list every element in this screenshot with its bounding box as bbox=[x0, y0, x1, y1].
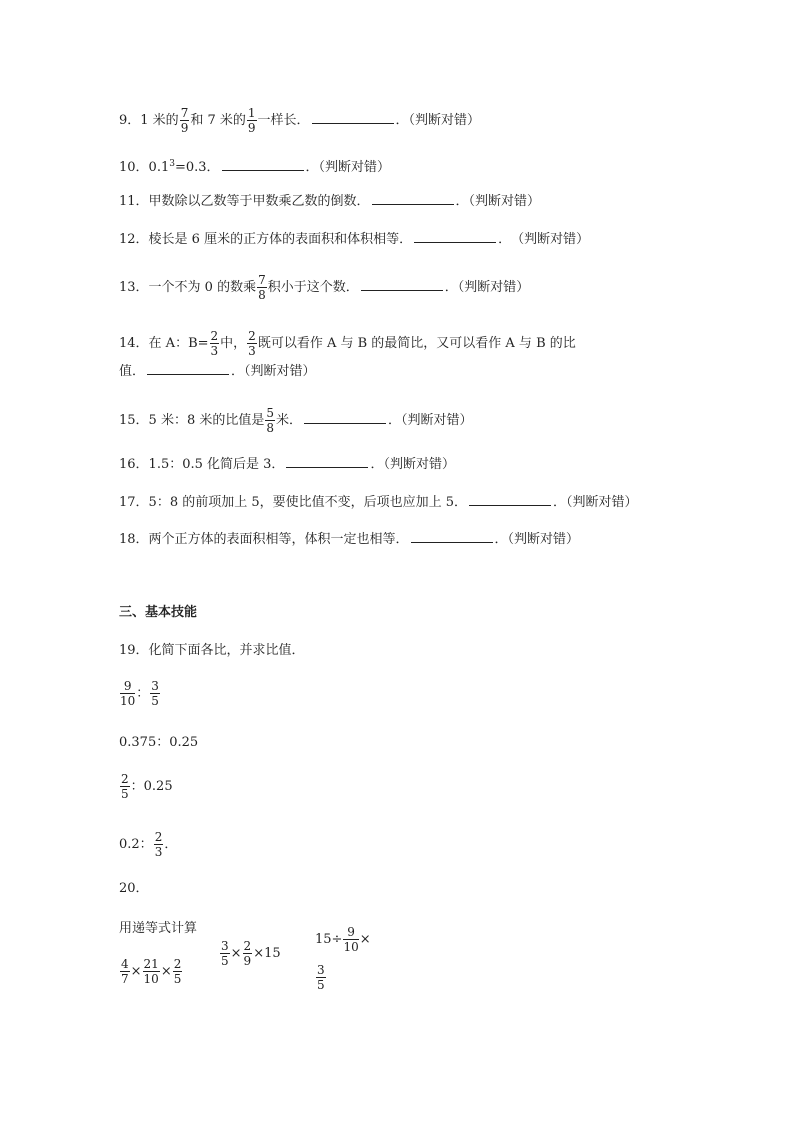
expression-2: $\frac{3}{5}$ × $\frac{2}{9}$ ×15 bbox=[221, 939, 281, 968]
fraction: $\frac{3}{5}$ bbox=[317, 963, 325, 992]
question-9: 9．1 米的 $\frac{7}{9}$ 和 7 米的 $\frac{1}{9}$ 一样长． ．（判断对错） bbox=[119, 106, 481, 135]
fraction: $\frac{5}{8}$ bbox=[266, 406, 274, 435]
fraction: $\frac{7}{8}$ bbox=[258, 273, 266, 302]
expression-3: 15÷ $\frac{9}{10}$ × bbox=[315, 925, 371, 954]
ratio-item-4: 0.2： $\frac{2}{3}$ ． bbox=[119, 830, 178, 859]
question-20-instruction: 用递等式计算 bbox=[119, 921, 198, 936]
fraction: $\frac{9}{10}$ bbox=[120, 679, 136, 708]
fraction: $\frac{21}{10}$ bbox=[143, 957, 159, 986]
fraction: $\frac{7}{9}$ bbox=[180, 106, 189, 135]
fraction: $\frac{9}{10}$ bbox=[343, 925, 359, 954]
fraction: $\frac{3}{5}$ bbox=[221, 939, 229, 968]
question-20-number: 20． bbox=[119, 881, 149, 896]
fraction: $\frac{2}{5}$ bbox=[173, 957, 182, 986]
question-13: 13．一个不为 0 的数乘 $\frac{7}{8}$ 积小于这个数． ．（判断对错） bbox=[119, 273, 530, 302]
ratio-item-1: $\frac{9}{10}$ ： $\frac{3}{5}$ bbox=[120, 679, 159, 708]
expression-3-continued bbox=[315, 964, 327, 991]
question-18: 18．两个正方体的表面积相等，体积一定也相等． ．（判断对错） bbox=[119, 532, 580, 547]
question-15: 15．5 米：8 米的比值是 $\frac{5}{8}$ 米． ．（判断对错） bbox=[119, 406, 473, 435]
ratio-item-3: $\frac{2}{5}$ ：0.25 bbox=[121, 772, 173, 801]
question-10: 10．$0.1^3=0.3$． ．（判断对错） bbox=[119, 159, 391, 175]
expression-1: $\frac{4}{7}$ × $\frac{21}{10}$ × $\frac{2}{5}$ bbox=[121, 957, 182, 986]
fraction: $\frac{3}{5}$ bbox=[151, 679, 159, 708]
fraction: $\frac{1}{9}$ bbox=[247, 106, 256, 135]
answer-blank[interactable] bbox=[361, 278, 443, 291]
question-14-continued: 值． ．（判断对错） bbox=[119, 364, 316, 379]
fraction: $\frac{4}{7}$ bbox=[121, 957, 129, 986]
question-11: 11．甲数除以乙数等于甲数乘乙数的倒数． ．（判断对错） bbox=[119, 194, 541, 209]
section-heading: 三、基本技能 bbox=[119, 605, 198, 620]
answer-blank[interactable] bbox=[372, 192, 454, 205]
answer-blank[interactable] bbox=[414, 230, 496, 243]
fraction: $\frac{2}{3}$ bbox=[210, 329, 219, 358]
fraction: $\frac{2}{3}$ bbox=[248, 329, 256, 358]
question-19-stem: 19．化简下面各比，并求比值． bbox=[119, 643, 305, 658]
question-17: 17．5：8 的前项加上 5，要使比值不变，后项也应加上 5． ．（判断对错） bbox=[119, 495, 638, 510]
answer-blank[interactable] bbox=[469, 493, 551, 506]
question-12: 12．棱长是 6 厘米的正方体的表面积和体积相等． ． （判断对错） bbox=[119, 232, 590, 247]
answer-blank[interactable] bbox=[312, 111, 394, 124]
fraction: $\frac{2}{3}$ bbox=[154, 830, 163, 859]
fraction: $\frac{2}{9}$ bbox=[243, 939, 252, 968]
answer-blank[interactable] bbox=[286, 455, 368, 468]
answer-blank[interactable] bbox=[304, 411, 386, 424]
answer-blank[interactable] bbox=[147, 362, 229, 375]
fraction: $\frac{2}{5}$ bbox=[121, 772, 129, 801]
question-14: 14．在 A：B= $\frac{2}{3}$ 中， $\frac{2}{3}$ 既可以看作 A 与 B 的最简比，又可以看作 A 与 B 的比 bbox=[119, 329, 576, 358]
ratio-item-2: 0.375：0.25 bbox=[119, 735, 199, 750]
answer-blank[interactable] bbox=[222, 158, 304, 171]
answer-blank[interactable] bbox=[411, 530, 493, 543]
question-16: 16．1.5：0.5 化简后是 3． ．（判断对错） bbox=[119, 457, 455, 472]
